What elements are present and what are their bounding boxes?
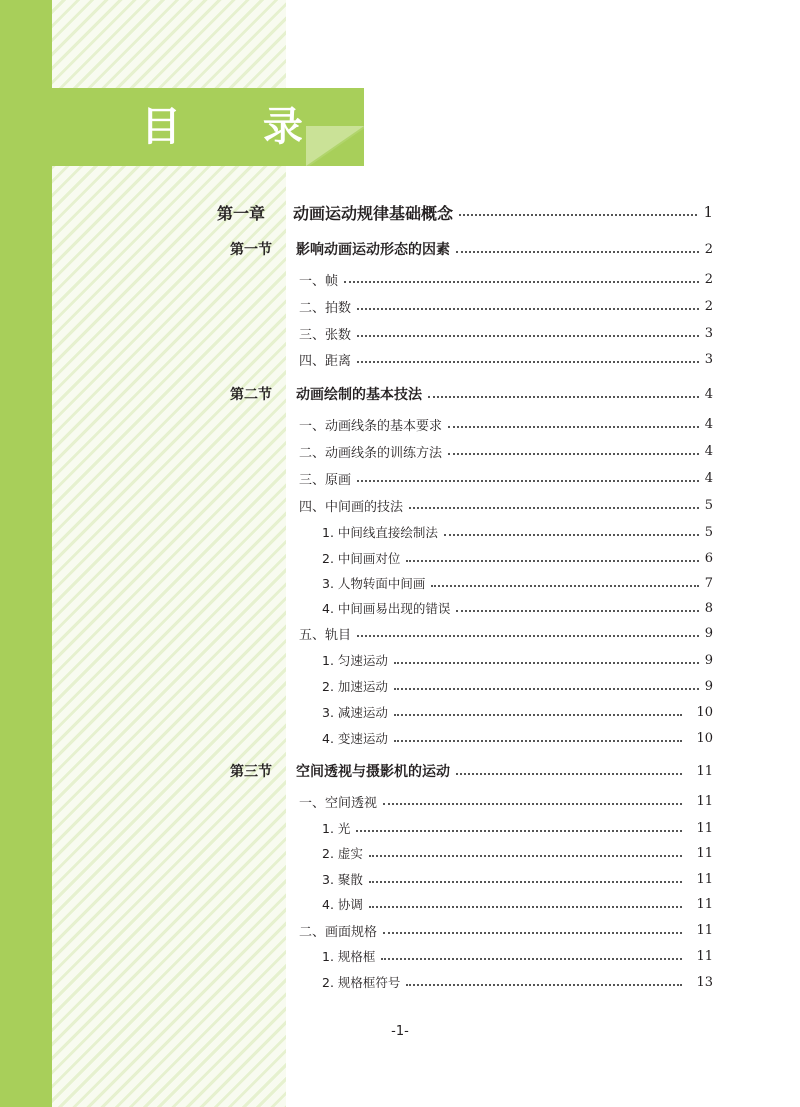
toc-entry[interactable] <box>299 323 713 343</box>
toc-dot-leader <box>444 534 699 536</box>
toc-entry[interactable] <box>322 522 713 542</box>
toc-entry-title: 2. 加速运动 <box>322 679 388 694</box>
toc-entry[interactable] <box>322 946 713 966</box>
toc-entry-number: 第一节 <box>230 242 272 258</box>
toc-page-number: 1 <box>703 203 713 221</box>
toc-dot-leader <box>357 361 699 363</box>
toc-page-number: 10 <box>696 704 713 720</box>
toc-page-number: 4 <box>704 386 713 402</box>
toc-page-number: 10 <box>696 730 713 746</box>
toc-dot-leader <box>383 932 682 934</box>
toc-entry[interactable] <box>322 598 713 618</box>
toc-dot-leader <box>369 855 683 857</box>
toc-entry-title: 2. 虚实 <box>322 846 363 861</box>
toc-entry-title: 一、动画线条的基本要求 <box>299 418 443 434</box>
toc-dot-leader <box>394 688 699 690</box>
toc-entry[interactable] <box>322 972 713 992</box>
toc-page-number: 9 <box>704 625 713 641</box>
toc-entry-title: 1. 匀速运动 <box>322 653 388 668</box>
toc-entry-title: 1. 光 <box>322 821 351 836</box>
toc-entry-title: 四、距离 <box>299 353 352 369</box>
toc-entry[interactable] <box>299 414 713 434</box>
toc-page-number: 4 <box>704 443 713 459</box>
toc-dot-leader <box>357 480 699 482</box>
toc-page-number: 11 <box>696 871 713 887</box>
toc-entry-number: 第一章 <box>217 203 266 223</box>
toc-entry[interactable] <box>322 894 713 914</box>
toc-entry[interactable] <box>322 702 713 722</box>
toc-page-number: 8 <box>704 600 713 616</box>
toc-entry-number: 第二节 <box>230 387 272 403</box>
toc-dot-leader <box>406 984 682 986</box>
toc-entry[interactable] <box>322 650 713 670</box>
toc-dot-leader <box>448 426 699 428</box>
toc-entry[interactable] <box>299 791 713 811</box>
toc-dot-leader <box>456 773 682 775</box>
toc-page-number: 13 <box>696 974 713 990</box>
toc-dot-leader <box>369 906 683 908</box>
toc-page-number: 2 <box>704 271 713 287</box>
toc-entry-title: 四、中间画的技法 <box>299 499 404 515</box>
toc-page-number: 5 <box>704 524 713 540</box>
toc-dot-leader <box>456 610 698 612</box>
toc-entry-title: 影响动画运动形态的因素 <box>296 242 450 258</box>
toc-page-number: 4 <box>704 470 713 486</box>
toc-page-number: 4 <box>704 416 713 432</box>
toc-dot-leader <box>357 635 699 637</box>
toc-entry[interactable] <box>299 296 713 316</box>
toc-entry-title: 4. 变速运动 <box>322 731 388 746</box>
toc-entry-title: 4. 协调 <box>322 897 363 912</box>
toc-entry-title: 一、帧 <box>299 273 339 289</box>
toc-entry[interactable] <box>322 573 713 593</box>
toc-entry[interactable] <box>322 869 713 889</box>
toc-entry[interactable] <box>217 202 713 222</box>
toc-page-number: 5 <box>704 497 713 513</box>
toc-entry-title: 二、拍数 <box>299 300 352 316</box>
toc-page-number: 3 <box>704 351 713 367</box>
page-title: 目 录 <box>141 104 337 150</box>
toc-dot-leader <box>431 585 698 587</box>
toc-entry-title: 2. 中间画对位 <box>322 551 401 566</box>
toc-dot-leader <box>406 560 698 562</box>
toc-page-number: 11 <box>696 896 713 912</box>
toc-dot-leader <box>394 714 683 716</box>
toc-page-number: 11 <box>696 922 713 938</box>
toc-dot-leader <box>344 281 699 283</box>
toc-page-number: 2 <box>704 298 713 314</box>
toc-dot-leader <box>356 830 682 832</box>
toc-dot-leader <box>357 335 699 337</box>
toc-entry-title: 动画绘制的基本技法 <box>296 387 422 403</box>
toc-entry[interactable] <box>322 676 713 696</box>
toc-dot-leader <box>394 740 683 742</box>
toc-dot-leader <box>456 251 699 253</box>
toc-page-number: 9 <box>704 678 713 694</box>
toc-entry-title: 动画运动规律基础概念 <box>293 203 454 223</box>
toc-entry-title: 1. 规格框 <box>322 949 376 964</box>
toc-entry[interactable] <box>230 761 713 781</box>
toc-entry[interactable] <box>299 495 713 515</box>
toc-entry[interactable] <box>322 548 713 568</box>
toc-dot-leader <box>383 803 682 805</box>
toc-page-number: 11 <box>696 763 713 779</box>
toc-entry-title: 3. 人物转面中间画 <box>322 576 426 591</box>
toc-entry-title: 五、轨目 <box>299 627 352 643</box>
toc-entry[interactable] <box>299 269 713 289</box>
page-number-footer: -1- <box>391 1024 409 1039</box>
toc-page-number: 2 <box>704 241 713 257</box>
toc-dot-leader <box>394 662 699 664</box>
toc-entry[interactable] <box>230 384 713 404</box>
toc-entry[interactable] <box>299 920 713 940</box>
toc-entry[interactable] <box>299 349 713 369</box>
toc-page-number: 3 <box>704 325 713 341</box>
toc-dot-leader <box>357 308 699 310</box>
toc-entry-title: 3. 减速运动 <box>322 705 388 720</box>
toc-page-number: 6 <box>704 550 713 566</box>
toc-entry-title: 3. 聚散 <box>322 872 363 887</box>
toc-page-number: 11 <box>696 845 713 861</box>
toc-entry-title: 4. 中间画易出现的错误 <box>322 601 451 616</box>
toc-entry-number: 第三节 <box>230 764 272 780</box>
toc-dot-leader <box>409 507 699 509</box>
toc-entry[interactable] <box>322 728 713 748</box>
toc-page-number: 11 <box>696 793 713 809</box>
toc-entry-title: 2. 规格框符号 <box>322 975 401 990</box>
toc-entry-title: 三、原画 <box>299 472 352 488</box>
toc-page-number: 11 <box>696 948 713 964</box>
toc-entry-title: 二、画面规格 <box>299 924 378 940</box>
toc-entry[interactable] <box>299 468 713 488</box>
toc-page-number: 11 <box>696 820 713 836</box>
toc-page-number: 7 <box>704 575 713 591</box>
toc-entry[interactable] <box>322 818 713 838</box>
toc-entry-title: 空间透视与摄影机的运动 <box>296 764 450 780</box>
toc-dot-leader <box>459 214 697 216</box>
toc-entry[interactable] <box>322 843 713 863</box>
toc-entry[interactable] <box>299 441 713 461</box>
toc-entry-title: 一、空间透视 <box>299 795 378 811</box>
toc-entry[interactable] <box>299 623 713 643</box>
toc-entry-title: 三、张数 <box>299 327 352 343</box>
toc-entry-title: 二、动画线条的训练方法 <box>299 445 443 461</box>
toc-dot-leader <box>448 453 699 455</box>
toc-dot-leader <box>369 881 683 883</box>
toc-entry[interactable] <box>230 239 713 259</box>
toc-entry-title: 1. 中间线直接绘制法 <box>322 525 438 540</box>
toc-dot-leader <box>381 958 682 960</box>
toc-dot-leader <box>428 396 699 398</box>
toc-page-number: 9 <box>704 652 713 668</box>
